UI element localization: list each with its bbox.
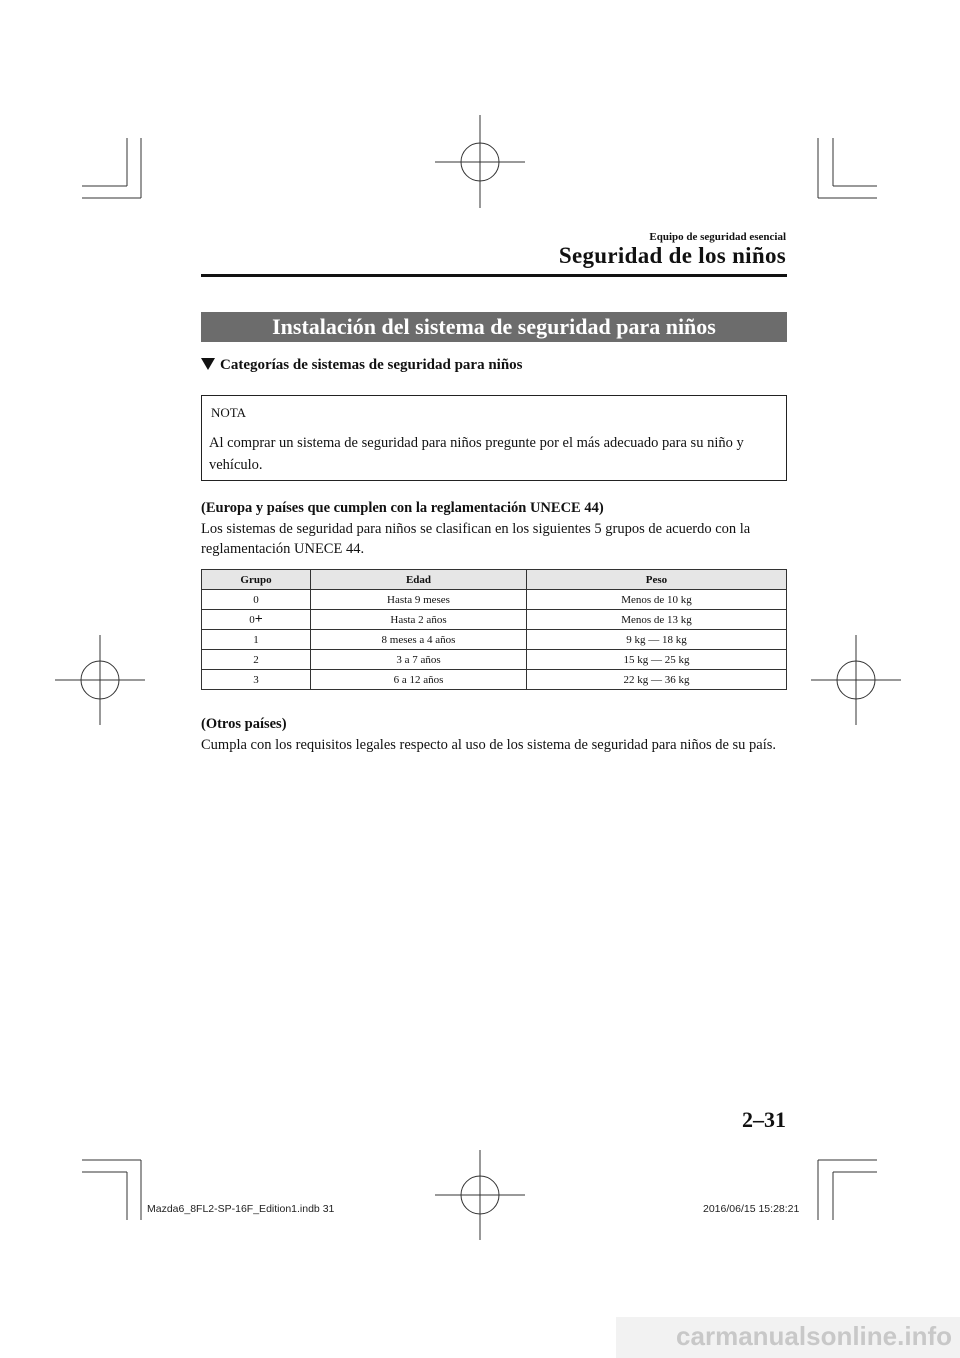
cell-peso: Menos de 10 kg xyxy=(527,590,787,610)
column-header-edad: Edad xyxy=(311,570,527,590)
table-row xyxy=(202,610,787,630)
triangle-down-icon xyxy=(201,358,215,370)
table-row xyxy=(202,670,787,690)
table-header-row xyxy=(202,570,787,590)
cell-grupo: 1 xyxy=(202,630,311,650)
group-table xyxy=(201,569,787,690)
note-box xyxy=(201,395,787,481)
others-heading: (Otros países) xyxy=(201,716,287,732)
watermark-bar xyxy=(616,1317,960,1358)
column-header-peso: Peso xyxy=(527,570,787,590)
cell-grupo: 3 xyxy=(202,670,311,690)
cell-grupo: 2 xyxy=(202,650,311,670)
page-title: Seguridad de los niños xyxy=(558,243,786,268)
header-divider xyxy=(201,274,787,277)
cell-grupo: 0 xyxy=(202,590,311,610)
note-title: NOTA xyxy=(211,405,247,420)
section-banner: Instalación del sistema de seguridad para niños xyxy=(201,312,787,342)
subheading xyxy=(201,357,523,374)
europe-text: Los sistemas de seguridad para niños se clasifican en los siguientes 5 grupos de acuerdo con la reglamentación UNECE 44. xyxy=(201,521,751,557)
cell-grupo xyxy=(202,610,311,630)
cell-edad: 3 a 7 años xyxy=(311,650,527,670)
column-header-grupo: Grupo xyxy=(202,570,311,590)
cell-edad: 6 a 12 años xyxy=(311,670,527,690)
europe-heading: (Europa y países que cumplen con la reglamentación UNECE 44) xyxy=(201,500,604,516)
section-label: Equipo de seguridad esencial xyxy=(649,231,786,243)
others-text: Cumpla con los requisitos legales respecto al uso de los sistema de seguridad para niños de su país. xyxy=(201,737,777,753)
table-row xyxy=(202,590,787,610)
table-row xyxy=(202,630,787,650)
cell-peso: Menos de 13 kg xyxy=(527,610,787,630)
cell-grupo-value: 0 xyxy=(249,613,255,626)
plus-icon: + xyxy=(254,611,263,627)
footer-timestamp: 2016/06/15 15:28:21 xyxy=(703,1203,800,1215)
watermark-text: carmanualsonline.info xyxy=(676,1321,952,1351)
note-text: Al comprar un sistema de seguridad para niños pregunte por el más adecuado para su niño y vehículo. xyxy=(209,435,744,473)
cell-peso: 9 kg — 18 kg xyxy=(527,630,787,650)
cell-edad: Hasta 2 años xyxy=(311,610,527,630)
cell-edad: Hasta 9 meses xyxy=(311,590,527,610)
page-number: 2–31 xyxy=(742,1107,786,1132)
table-row xyxy=(202,650,787,670)
cell-peso: 15 kg — 25 kg xyxy=(527,650,787,670)
cell-edad: 8 meses a 4 años xyxy=(311,630,527,650)
subheading-text: Categorías de sistemas de seguridad para niños xyxy=(220,357,523,373)
cell-peso: 22 kg — 36 kg xyxy=(527,670,787,690)
footer-filename: Mazda6_8FL2-SP-16F_Edition1.indb 31 xyxy=(147,1203,335,1215)
